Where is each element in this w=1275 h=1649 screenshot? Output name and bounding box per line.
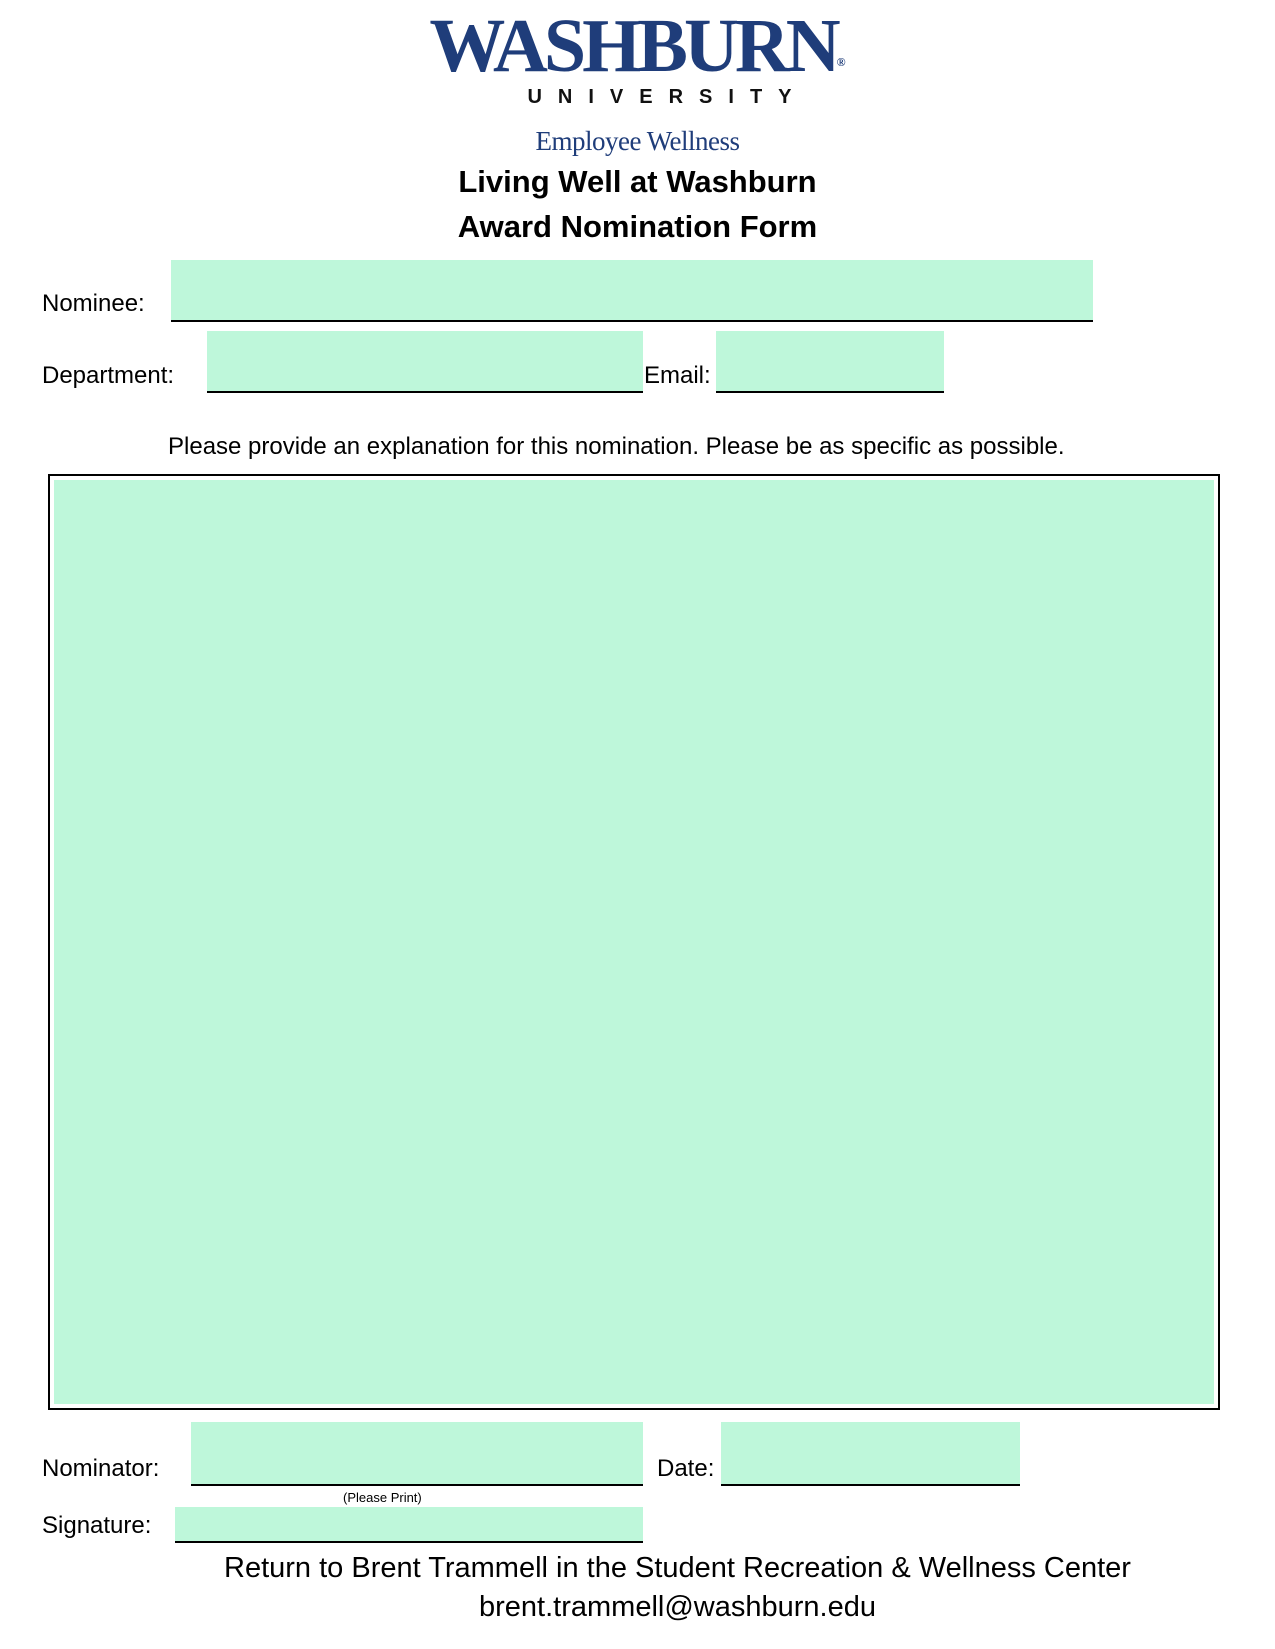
date-label: Date: [657,1455,715,1482]
return-email: brent.trammell@washburn.edu [479,1591,876,1623]
logo-wordmark: WASHBURN [429,4,837,88]
explanation-textarea[interactable] [54,480,1214,1404]
logo-university-text: UNIVERSITY [527,86,808,108]
nominee-label: Nominee: [42,290,145,317]
nominator-print-note: (Please Print) [343,1490,422,1505]
page-title-line2: Award Nomination Form [457,209,818,244]
explanation-instructions: Please provide an explanation for this nomination. Please be as specific as possible. [168,433,1065,460]
page-subtitle: Employee Wellness [535,126,740,156]
department-field[interactable] [207,331,643,393]
signature-field[interactable] [175,1507,643,1543]
page-title-line1: Living Well at Washburn [458,164,817,199]
email-label: Email: [644,362,711,389]
department-label: Department: [42,362,175,389]
nominator-label: Nominator: [42,1455,160,1482]
logo-registered-mark: ® [836,55,846,69]
washburn-logo [0,4,1275,88]
explanation-box [48,474,1220,1410]
return-instructions: Return to Brent Trammell in the Student Recreation & Wellness Center [224,1552,1131,1584]
date-field[interactable] [721,1422,1020,1486]
nominator-field[interactable] [191,1422,643,1486]
signature-label: Signature: [42,1512,152,1539]
nominee-field[interactable] [171,260,1093,322]
email-field[interactable] [716,331,944,393]
